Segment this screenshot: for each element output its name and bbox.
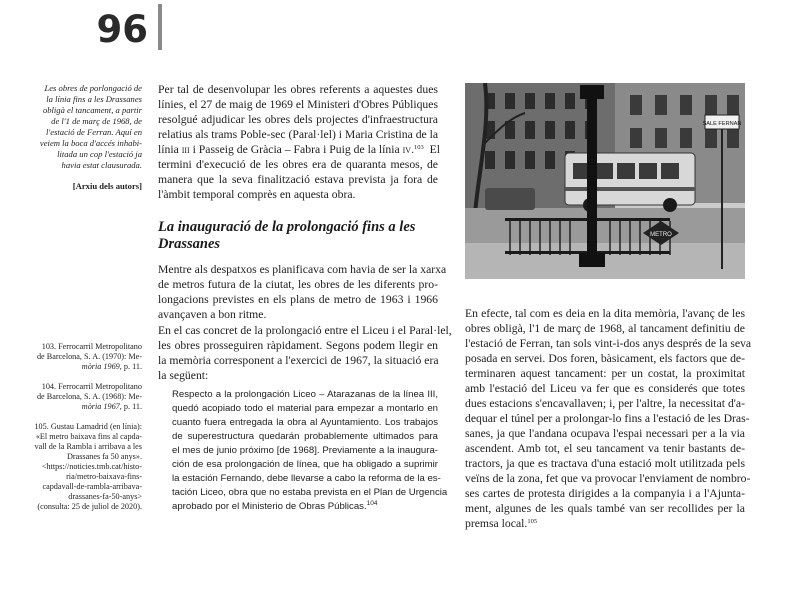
text-line-with-ref <box>158 142 438 157</box>
section-heading <box>158 219 438 253</box>
roman-numeral: iii <box>181 143 190 156</box>
text-run: El <box>423 143 440 156</box>
quote-line: la estación Fernando, debe llevarse a cabo la reforma de la es- <box>172 473 441 484</box>
text-line: manera que la seva finalització estava prevista ja fora de <box>158 173 438 186</box>
text-run: aprobado por el Ministerio de Obras Públicas. <box>172 501 367 512</box>
quote-line: el mes de junio próximo [de 1968]. Previamente a la inaugura- <box>172 445 438 456</box>
text-line: la memòria corresponent a l'exercici de 1967, la situació era <box>158 354 439 367</box>
footnote-line: 104. Ferrocarril Metropolitano <box>41 382 142 391</box>
photo-caption <box>20 83 142 203</box>
text-line: línies, el 27 de maig de 1969 el Ministeri d'Obres Públiques <box>158 98 438 111</box>
text-line: termini d'execució de les obres era de quaranta mesos, de <box>158 158 438 171</box>
text-line: terminaren aquest tancament: per un costat, la proximitat <box>465 367 745 380</box>
caption-line: havia estat clausurada. <box>61 160 142 170</box>
footnote-ref[interactable]: 103 <box>414 144 424 151</box>
quote-line: quedó acopiado todo el material para empezar a montarlo en <box>172 403 438 414</box>
quote-line: cuanto fuera entregada la obra al Ayuntamiento. Los trabajos <box>172 417 438 428</box>
quote-line: Respecto a la prolongación Liceo – Atarazanas de la línea III, <box>172 389 438 400</box>
text-line: dues estacions s'encavallaven; i, per l'altre, la necessitat d'a- <box>465 397 745 410</box>
footnote-105 <box>20 422 142 518</box>
text-line: sanes, ja que l'andana ocupava l'espai necessari per a la via <box>465 427 745 440</box>
footnote-line: de Barcelona, S. A. (1968): Me- <box>36 392 142 401</box>
page-number: 96 <box>96 8 148 51</box>
street-sign-label: SALE FERNAN <box>702 121 742 127</box>
quote-line: de superestructura quedarán probablemente ultimados para <box>172 431 438 442</box>
footnote-line: de Barcelona, S. A. (1970): Me- <box>36 352 142 361</box>
heading-line: Drassanes <box>158 236 221 252</box>
footnote-line: (consulta: 25 de juliol de 2020). <box>37 502 142 511</box>
footnote-line: mòria 1967, p. 11. <box>81 402 142 411</box>
text-run: línia <box>158 143 182 156</box>
text-line: tractors, ja que es tractava d'una estació molt utilitzada pels <box>465 457 745 470</box>
text-line: ascendent. Amb tot, el seu tancament va tenir bastants de- <box>465 442 745 455</box>
text-line: Per tal de desenvolupar les obres referents a aquestes dues <box>158 83 438 96</box>
footnote-line: vall de la Rambla i arribava a les <box>34 442 142 451</box>
footnote-line: drassanes-fa-50-anys> <box>68 492 142 501</box>
text-line: la següent: <box>158 369 209 382</box>
header-rule <box>158 4 162 50</box>
text-line: l'estació de Ferran, tan sols vint-i-dos anys després de la seva <box>465 337 752 350</box>
caption-line: veiem la boca d'accés inhabi- <box>39 138 142 148</box>
text-line-with-ref <box>465 516 537 531</box>
caption-line: obligà el tancament, a partir <box>42 105 142 115</box>
text-line: avançaven a bon ritme. <box>158 308 267 321</box>
text-run: premsa local. <box>465 517 528 530</box>
text-line: resolgué adjudicar les obres dels projectes d'infraestructura <box>158 113 438 126</box>
text-line: relatius als trams Poble-sec (Paral·lel) i Maria Cristina de la <box>158 128 439 141</box>
text-line: de metros futura de la ciutat, les obres de les diferents pro- <box>158 278 438 291</box>
text-line: En el cas concret de la prolongació entre el Liceu i el Paral·lel, <box>158 324 452 337</box>
footnote-line: «El metro baixava fins al capda- <box>35 432 142 441</box>
heading-line: La inauguració de la prolongació fins a les <box>158 219 416 235</box>
text-line: ment, algunes de les quals també van ser recollides per la <box>465 502 745 515</box>
caption-line: litada un cop l'estació ja <box>57 149 142 159</box>
footnote-104 <box>20 382 142 416</box>
footnote-ref[interactable]: 104 <box>366 500 378 507</box>
text-run: . <box>411 143 414 156</box>
footnote-103 <box>20 342 142 376</box>
quote-line: tación Liceo, obra que no estaba prevista en el Plan de Urgencia <box>172 487 448 498</box>
text-line: l'àmbit temporal comprès en aquesta obra. <box>158 188 356 201</box>
caption-line: l'estació de Ferran. Aquí en <box>46 127 142 137</box>
text-line: amb l'estació del Liceu va fer que es considerés que totes <box>465 382 745 395</box>
text-line: ses cartes de protesta dirigides a la companyia i a l'Ajunta- <box>465 487 745 500</box>
text-line: Mentre als despatxos es planificava com havia de ser la xarxa <box>158 263 447 276</box>
footnote-line: 103. Ferrocarril Metropolitano <box>41 342 142 351</box>
text-line: obres obligà, l'1 de març de 1968, al tancament definitiu de <box>465 322 745 335</box>
text-line: les obres prosseguiren ràpidament. Segons podem llegir en <box>158 339 438 352</box>
roman-numeral: iv <box>402 143 412 156</box>
caption-line: de l'1 de març de 1968, de <box>51 116 142 126</box>
metro-sign-label: METRO <box>650 232 672 238</box>
footnote-line: mòria 1969, p. 11. <box>81 362 142 371</box>
text-line: veïns de la zona, fet que va provocar l'enviament de nombro- <box>465 472 751 485</box>
footnote-line: capdavall-de-rambla-arribava- <box>42 482 142 491</box>
quote-line: ción de esa prolongación de línea, que ha obligado a suprimir <box>172 459 438 470</box>
caption-line: la línia fins a les Drassanes <box>46 94 142 104</box>
text-line: longacions previstes en els plans de metro de 1963 i 1966 <box>158 293 438 306</box>
text-line: posada en servei. Dos foren, bàsicament, els factors que de- <box>465 352 745 365</box>
caption-line: Les obres de porlongació de <box>44 83 142 93</box>
caption-credit: [Arxiu dels autors] <box>72 181 142 191</box>
text-run: i Passeig de Gràcia – Fabra i Puig de la línia <box>189 143 403 156</box>
historical-photo <box>465 83 745 279</box>
text-line: dequar el túnel per a prolongar-lo fins a l'estació de les Dras- <box>465 412 750 425</box>
footnote-line: <https://noticies.tmb.cat/histo- <box>41 462 142 471</box>
text-line: En efecte, tal com es deia en la dita memòria, l'avanç de les <box>465 307 745 320</box>
street-scene-image <box>465 83 745 279</box>
quote-line-with-ref <box>172 500 378 514</box>
footnote-line: Drassanes fa 50 anys». <box>66 452 142 461</box>
footnote-line: 105. Gustau Lamadrid (en línia): <box>34 422 142 431</box>
footnote-ref[interactable]: 105 <box>527 518 538 525</box>
footnote-line: ria/metro-baixava-fins- <box>66 472 142 481</box>
